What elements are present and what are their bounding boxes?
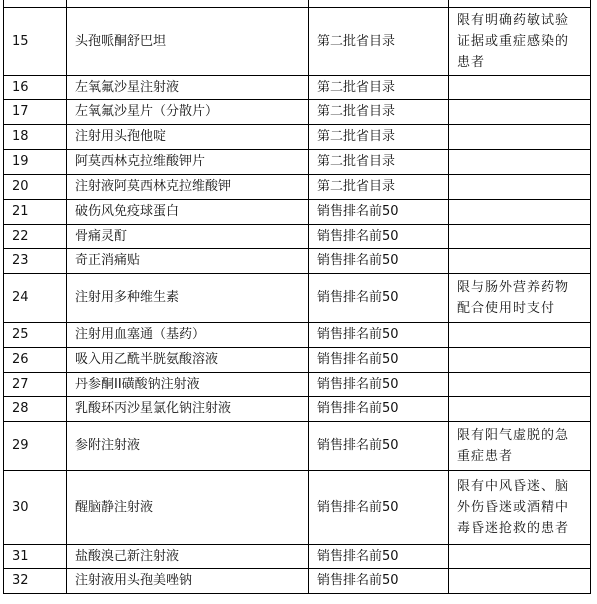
drug-name: 阿莫西林克拉维酸钾片 bbox=[67, 150, 309, 175]
table-row bbox=[4, 348, 591, 373]
payment-restriction bbox=[449, 249, 591, 274]
row-number: 28 bbox=[4, 397, 67, 422]
row-number: 22 bbox=[4, 225, 67, 249]
catalog-category: 第二批省目录 bbox=[309, 100, 449, 125]
drug-name bbox=[67, 0, 309, 8]
row-number: 26 bbox=[4, 348, 67, 373]
catalog-category: 销售排名前50 bbox=[309, 323, 449, 348]
row-number: 23 bbox=[4, 249, 67, 274]
drug-name: 乳酸环丙沙星氯化钠注射液 bbox=[67, 397, 309, 422]
catalog-category: 销售排名前50 bbox=[309, 348, 449, 373]
payment-restriction bbox=[449, 100, 591, 125]
table-row bbox=[4, 200, 591, 225]
row-number: 30 bbox=[4, 471, 67, 545]
row-number: 25 bbox=[4, 323, 67, 348]
payment-restriction bbox=[449, 125, 591, 150]
payment-restriction: 限有中风昏迷、脑外伤昏迷或酒精中毒昏迷抢救的患者 bbox=[449, 471, 591, 545]
drug-name: 参附注射液 bbox=[67, 422, 309, 471]
row-number: 29 bbox=[4, 422, 67, 471]
drug-name: 头孢哌酮舒巴坦 bbox=[67, 8, 309, 76]
drug-name: 奇正消痛贴 bbox=[67, 249, 309, 274]
drug-table-body bbox=[4, 0, 591, 594]
catalog-category: 销售排名前50 bbox=[309, 200, 449, 225]
table-row bbox=[4, 249, 591, 274]
row-number: 32 bbox=[4, 569, 67, 594]
row-number: 20 bbox=[4, 175, 67, 200]
catalog-category: 销售排名前50 bbox=[309, 471, 449, 545]
catalog-category: 销售排名前50 bbox=[309, 397, 449, 422]
drug-name: 丹参酮II磺酸钠注射液 bbox=[67, 373, 309, 397]
table-row bbox=[4, 397, 591, 422]
payment-restriction: 限有阳气虚脱的急重症患者 bbox=[449, 422, 591, 471]
drug-name: 盐酸溴己新注射液 bbox=[67, 545, 309, 569]
drug-name: 注射液阿莫西林克拉维酸钾 bbox=[67, 175, 309, 200]
drug-name: 注射用多种维生素 bbox=[67, 274, 309, 323]
table-row bbox=[4, 125, 591, 150]
table-row bbox=[4, 0, 591, 8]
drug-name: 注射用头孢他啶 bbox=[67, 125, 309, 150]
payment-restriction: 限与肠外营养药物配合使用时支付 bbox=[449, 274, 591, 323]
payment-restriction bbox=[449, 76, 591, 100]
table-row bbox=[4, 8, 591, 76]
row-number: 24 bbox=[4, 274, 67, 323]
catalog-category: 第二批省目录 bbox=[309, 8, 449, 76]
payment-restriction bbox=[449, 545, 591, 569]
table-row bbox=[4, 569, 591, 594]
catalog-category: 销售排名前50 bbox=[309, 545, 449, 569]
table-row bbox=[4, 150, 591, 175]
catalog-category: 第二批省目录 bbox=[309, 125, 449, 150]
row-number: 18 bbox=[4, 125, 67, 150]
table-row bbox=[4, 373, 591, 397]
catalog-category: 销售排名前50 bbox=[309, 569, 449, 594]
payment-restriction bbox=[449, 569, 591, 594]
row-number: 16 bbox=[4, 76, 67, 100]
payment-restriction bbox=[449, 175, 591, 200]
catalog-category: 第二批省目录 bbox=[309, 76, 449, 100]
catalog-category bbox=[309, 0, 449, 8]
catalog-category: 销售排名前50 bbox=[309, 274, 449, 323]
table-row bbox=[4, 323, 591, 348]
payment-restriction bbox=[449, 397, 591, 422]
drug-table bbox=[3, 0, 591, 594]
payment-restriction: 限有明确药敏试验证据或重症感染的患者 bbox=[449, 8, 591, 76]
row-number: 27 bbox=[4, 373, 67, 397]
table-row bbox=[4, 471, 591, 545]
table-row bbox=[4, 76, 591, 100]
table-row bbox=[4, 422, 591, 471]
drug-name: 醒脑静注射液 bbox=[67, 471, 309, 545]
drug-name: 吸入用乙酰半胱氨酸溶液 bbox=[67, 348, 309, 373]
payment-restriction bbox=[449, 348, 591, 373]
catalog-category: 销售排名前50 bbox=[309, 422, 449, 471]
row-number: 17 bbox=[4, 100, 67, 125]
payment-restriction bbox=[449, 0, 591, 8]
drug-name: 注射液用头孢美唑钠 bbox=[67, 569, 309, 594]
drug-name: 左氧氟沙星片（分散片） bbox=[67, 100, 309, 125]
row-number: 31 bbox=[4, 545, 67, 569]
table-row bbox=[4, 225, 591, 249]
payment-restriction bbox=[449, 150, 591, 175]
row-number: 15 bbox=[4, 8, 67, 76]
catalog-category: 销售排名前50 bbox=[309, 225, 449, 249]
catalog-category: 第二批省目录 bbox=[309, 150, 449, 175]
drug-name: 左氧氟沙星注射液 bbox=[67, 76, 309, 100]
payment-restriction bbox=[449, 323, 591, 348]
catalog-category: 销售排名前50 bbox=[309, 249, 449, 274]
payment-restriction bbox=[449, 225, 591, 249]
catalog-category: 销售排名前50 bbox=[309, 373, 449, 397]
row-number bbox=[4, 0, 67, 8]
payment-restriction bbox=[449, 373, 591, 397]
row-number: 19 bbox=[4, 150, 67, 175]
table-row bbox=[4, 545, 591, 569]
payment-restriction bbox=[449, 200, 591, 225]
table-row bbox=[4, 175, 591, 200]
table-row bbox=[4, 100, 591, 125]
table-row bbox=[4, 274, 591, 323]
drug-name: 注射用血塞通（基药） bbox=[67, 323, 309, 348]
drug-name: 骨痛灵酊 bbox=[67, 225, 309, 249]
drug-name: 破伤风免疫球蛋白 bbox=[67, 200, 309, 225]
row-number: 21 bbox=[4, 200, 67, 225]
catalog-category: 第二批省目录 bbox=[309, 175, 449, 200]
